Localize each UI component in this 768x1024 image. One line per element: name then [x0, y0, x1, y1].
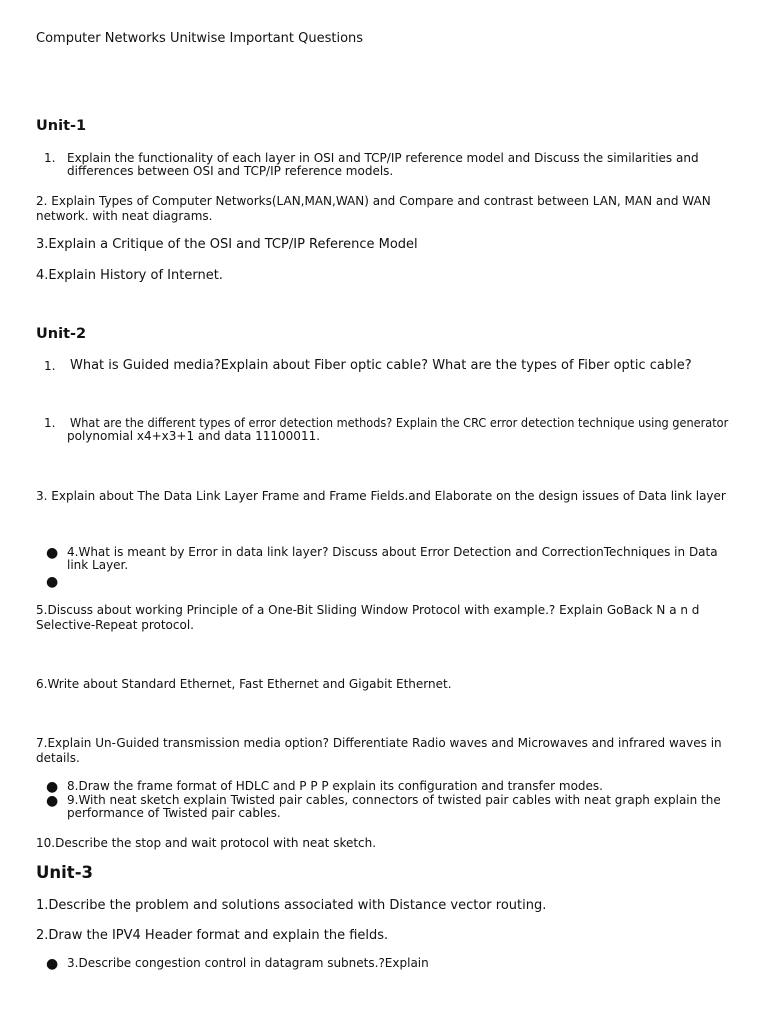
unit2-q9-line1: 9.With neat sketch explain Twisted pair cables, connectors of twisted pair cables with neat graph explain the: [67, 793, 721, 807]
unit2-q3: 3. Explain about The Data Link Layer Frame and Frame Fields.and Elaborate on the design issues of Data link layer: [36, 489, 726, 503]
unit2-q7-line1: 7.Explain Un-Guided transmission media option? Differentiate Radio waves and Microwaves and infrared waves in: [36, 736, 722, 750]
document-title: Computer Networks Unitwise Important Questions: [36, 31, 364, 46]
unit2-q6: 6.Write about Standard Ethernet, Fast Ethernet and Gigabit Ethernet.: [36, 677, 452, 691]
bullet-icon: ●: [46, 545, 59, 561]
unit2-q1b-line2: polynomial x4+x3+1 and data 11100011.: [67, 429, 321, 443]
unit2-q9-line2: performance of Twisted pair cables.: [67, 806, 281, 820]
bullet-icon: ●: [46, 574, 59, 590]
bullet-icon: ●: [46, 956, 59, 972]
unit3-q3: 3.Describe congestion control in datagram subnets.?Explain: [67, 956, 429, 970]
unit1-q1-line1: Explain the functionality of each layer in OSI and TCP/IP reference model and Discuss the similarities and: [67, 151, 699, 165]
unit2-q1-number: 1.: [44, 359, 56, 373]
unit-3-heading: Unit-3: [36, 863, 94, 882]
unit2-q5-line2: Selective-Repeat protocol.: [36, 618, 194, 632]
unit3-q1: 1.Describe the problem and solutions associated with Distance vector routing.: [36, 898, 547, 913]
unit1-q3: 3.Explain a Critique of the OSI and TCP/IP Reference Model: [36, 237, 418, 252]
unit1-q4: 4.Explain History of Internet.: [36, 268, 223, 283]
unit2-q1: What is Guided media?Explain about Fiber optic cable? What are the types of Fiber optic cable?: [70, 358, 692, 373]
unit2-q5-line1: 5.Discuss about working Principle of a One-Bit Sliding Window Protocol with example.? Explain GoBack N a n d: [36, 603, 700, 617]
unit2-q1b-line1: What are the different types of error detection methods? Explain the CRC error detection technique using generator: [70, 416, 729, 430]
unit2-q1b-number: 1.: [44, 416, 56, 430]
unit-1-heading: Unit-1: [36, 118, 87, 134]
unit1-q2-line1: 2. Explain Types of Computer Networks(LAN,MAN,WAN) and Compare and contrast between LAN, MAN and WAN: [36, 194, 711, 208]
bullet-icon: ●: [46, 793, 59, 809]
unit1-q2-line2: network. with neat diagrams.: [36, 209, 213, 223]
unit1-q1-line2: differences between OSI and TCP/IP reference models.: [67, 164, 394, 178]
unit3-q2: 2.Draw the IPV4 Header format and explain the fields.: [36, 928, 389, 943]
unit1-q1-number: 1.: [44, 151, 56, 165]
unit2-q10: 10.Describe the stop and wait protocol with neat sketch.: [36, 836, 377, 850]
unit-2-heading: Unit-2: [36, 326, 87, 342]
unit2-q7-line2: details.: [36, 751, 80, 765]
unit2-q8: 8.Draw the frame format of HDLC and P P P explain its configuration and transfer modes.: [67, 779, 603, 793]
bullet-icon: ●: [46, 779, 59, 795]
unit2-q4-line1: 4.What is meant by Error in data link layer? Discuss about Error Detection and CorrectionTechniques in Data: [67, 545, 718, 559]
unit2-q4-line2: link Layer.: [67, 558, 129, 572]
